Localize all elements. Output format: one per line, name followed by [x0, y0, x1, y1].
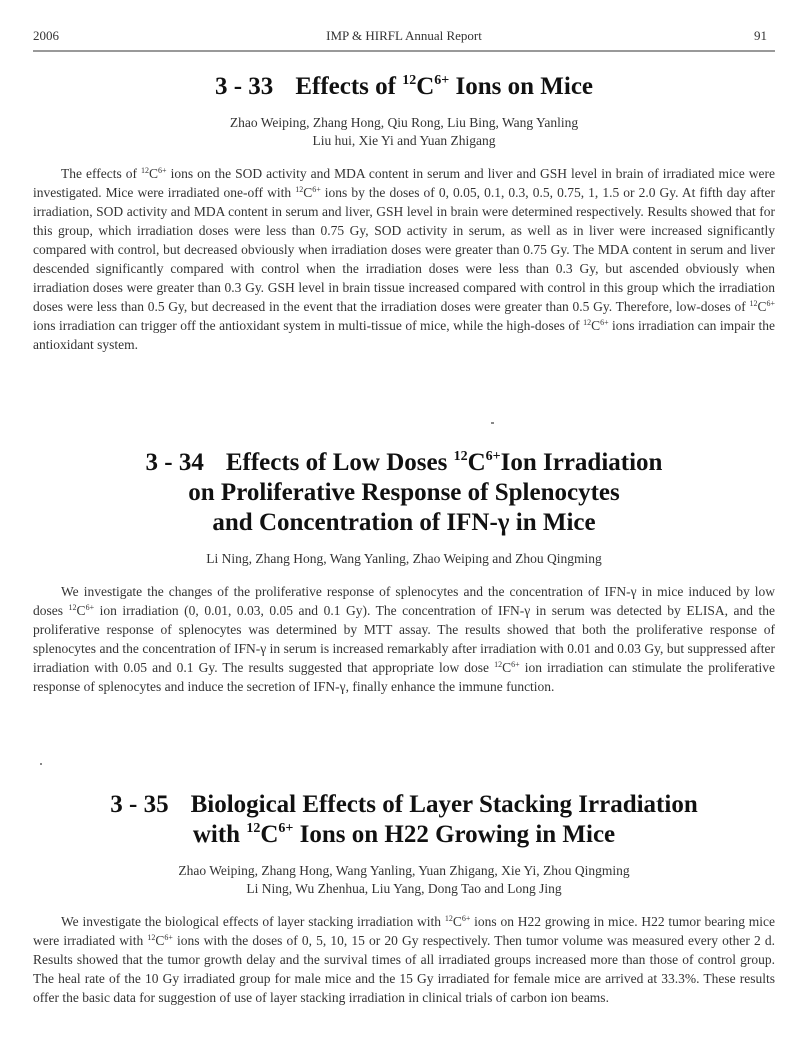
author-line: Li Ning, Zhang Hong, Wang Yanling, Zhao Weiping and Zhou Qingming — [206, 551, 602, 566]
section-number: 3 - 33 — [214, 73, 274, 100]
title-text: Ions on Mice — [449, 73, 594, 100]
text-run: We investigate the biological effects of layer stacking irradiation with — [61, 914, 445, 929]
section-number: 3 - 34 — [145, 449, 204, 476]
title-text: Ion Irradiation — [500, 449, 663, 476]
superscript: 12 — [494, 660, 503, 669]
charge-superscript: 6+ — [434, 73, 450, 88]
author-line: Liu hui, Xie Yi and Yuan Zhigang — [312, 133, 496, 148]
mass-number-superscript: 12 — [402, 73, 417, 88]
superscript: 12 — [749, 299, 758, 308]
text-run: ions with the doses of 0, 5, 10, 15 or 20 Gy respectively. Then tumor volume was measured every other 2 d. Results showed that the tumor growth delay and the survival times of all irradiated groups increased more than those of control group. The heal rate of the 10 Gy irradiated group for male mice and the 15 Gy irradiated for female mice are arrived at 33.3%. These results offer the basic data for suggestion of use of layer stacking irradiation in clinical trials of carbon ion beams. — [33, 933, 775, 1005]
superscript: 6+ — [600, 318, 609, 327]
header-year: 2006 — [33, 28, 59, 43]
superscript: 6+ — [511, 660, 520, 669]
mass-number-superscript: 12 — [453, 449, 468, 464]
scan-speck — [491, 422, 494, 424]
title-line — [33, 478, 775, 508]
title-line — [33, 820, 775, 850]
superscript: 12 — [141, 166, 150, 175]
section-3-34 — [33, 448, 775, 710]
text-run: We investigate the changes of the proliferative response of splenocytes and the concentration of IFN-γ in mice induced by low doses — [33, 584, 775, 618]
superscript: 12 — [68, 603, 77, 612]
running-header — [33, 28, 775, 48]
charge-superscript: 6+ — [485, 449, 501, 464]
text-run: C — [502, 660, 512, 675]
title-line — [33, 790, 775, 820]
superscript: 12 — [444, 914, 453, 923]
superscript: 6+ — [164, 933, 173, 942]
section-number: 3 - 35 — [110, 791, 169, 818]
text-run: ions by the doses of 0, 0.05, 0.1, 0.3, 0.5, 0.75, 1, 1.5 or 2.0 Gy. At fifth day after irradiation, SOD activity and MDA content in serum and liver, GSH level in brain were determined respectively. Results showed that for this group, which irradiation doses were less than 0.75 Gy, SOD activity in serum, as well as in liver were increased significantly compared with control, but decreased obviously when irradiation doses were greater than 0.75 Gy. The MDA content in serum and liver descended significantly compared with control when the irradiation doses were less than 0.3 Gy, but ascended obviously when irradiation doses were greater than 0.3 Gy. GSH level in brain tissue increased compared with control in this group which the irradiation doses were less than 0.5 Gy, but decreased in the event that the irradiation doses were greater than 0.5 Gy. Therefore, low-doses of — [33, 185, 776, 314]
author-list — [33, 550, 775, 568]
title-text: on Proliferative Response of Splenocytes — [188, 479, 620, 506]
title-line — [33, 508, 775, 538]
superscript: 6+ — [158, 166, 167, 175]
abstract-text — [33, 582, 775, 696]
section-title — [33, 448, 775, 538]
text-run: C — [757, 299, 767, 314]
author-list — [33, 862, 775, 898]
section-title — [33, 790, 775, 850]
section-3-33 — [33, 72, 775, 368]
text-run: C — [591, 318, 601, 333]
text-run: C — [452, 914, 462, 929]
element-symbol: C — [260, 821, 279, 848]
author-line: Li Ning, Wu Zhenhua, Liu Yang, Dong Tao and Long Jing — [246, 881, 562, 896]
author-line: Zhao Weiping, Zhang Hong, Wang Yanling, Yuan Zhigang, Xie Yi, Zhou Qingming — [178, 863, 630, 878]
title-text: Effects of Low Doses — [225, 449, 454, 476]
title-text: Biological Effects of Layer Stacking Irradiation — [190, 791, 698, 818]
superscript: 6+ — [312, 185, 321, 194]
text-run: ions on the SOD activity and MDA content in serum and liver and GSH level in brain of irradiated mice were investigated. Mice were irradiated one-off with — [33, 166, 775, 200]
text-run: ions irradiation can trigger off the antioxidant system in multi-tissue of mice, while the high-doses of — [33, 318, 584, 333]
text-run: The effects of — [61, 166, 142, 181]
text-run: ions irradiation can impair the antioxidant system. — [33, 318, 775, 352]
superscript: 6+ — [85, 603, 95, 612]
mass-number-superscript: 12 — [246, 821, 261, 836]
element-symbol: C — [416, 73, 435, 100]
title-text: Ions on H22 Growing in Mice — [293, 821, 616, 848]
superscript: 12 — [295, 185, 304, 194]
text-run: ion irradiation (0, 0.01, 0.03, 0.05 and 0.1 Gy). The concentration of IFN-γ in serum was detected by ELISA, and the proliferative response of splenocytes was determined by MTT assay. The results showed that both the proliferative response of splenocytes and the concentration of IFN-γ in serum is increased remarkably after irradiation with 0.01 and 0.03 Gy, but suppressed after irradiation with 0.05 and 0.1 Gy. The results suggested that appropriate low dose — [33, 603, 776, 675]
superscript: 6+ — [766, 299, 775, 308]
title-text: Effects of — [295, 73, 403, 100]
element-symbol: C — [467, 449, 486, 476]
header-rule — [33, 50, 775, 52]
text-run: C — [76, 603, 86, 618]
abstract-text — [33, 912, 775, 1007]
header-journal-title: IMP & HIRFL Annual Report — [326, 28, 482, 43]
title-line — [33, 72, 775, 102]
title-text: and Concentration of IFN-γ in Mice — [212, 509, 596, 536]
superscript: 12 — [147, 933, 156, 942]
superscript: 12 — [583, 318, 592, 327]
author-line: Zhao Weiping, Zhang Hong, Qiu Rong, Liu Bing, Wang Yanling — [229, 115, 579, 130]
section-3-35 — [33, 790, 775, 1021]
text-run: ion irradiation can stimulate the proliferative response of splenocytes and induce the secretion of IFN-γ, finally enhance the immune function. — [33, 660, 775, 694]
section-title — [33, 72, 775, 102]
title-line — [33, 448, 775, 478]
superscript: 6+ — [461, 914, 471, 923]
text-run: C — [303, 185, 313, 200]
charge-superscript: 6+ — [278, 821, 294, 836]
text-run: ions on H22 growing in mice. H22 tumor bearing mice were irradiated with — [33, 914, 775, 948]
text-run: C — [149, 166, 159, 181]
scan-speck — [40, 763, 42, 765]
text-run: C — [155, 933, 165, 948]
header-page-number: 91 — [754, 28, 767, 43]
abstract-text — [33, 164, 775, 354]
title-text: with — [192, 821, 247, 848]
author-list — [33, 114, 775, 150]
